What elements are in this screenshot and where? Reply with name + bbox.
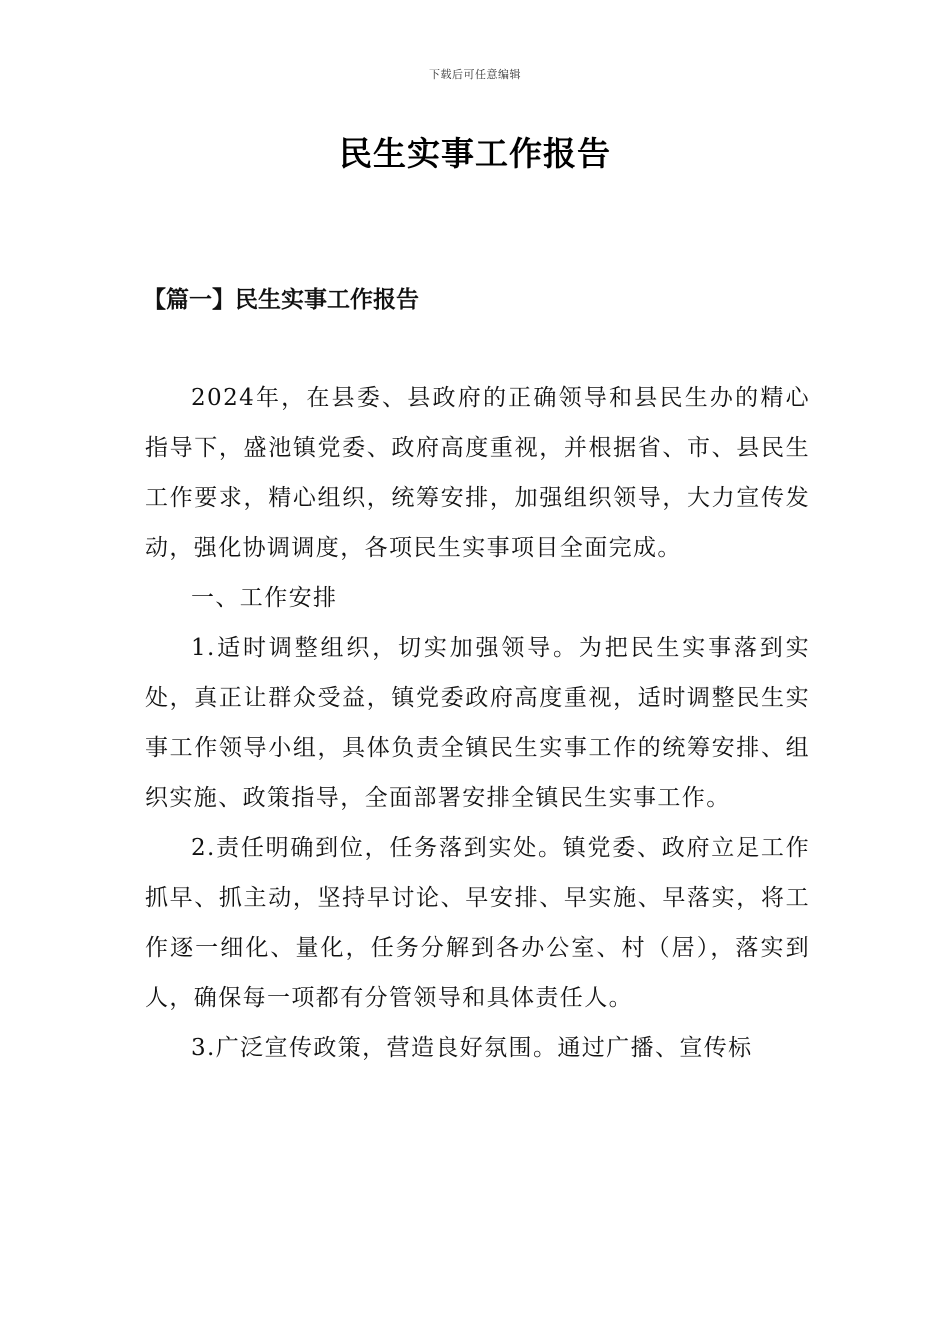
section-heading: 【篇一】民生实事工作报告	[143, 286, 419, 313]
paragraph-item-2: 2.责任明确到位，任务落到实处。镇党委、政府立足工作抓早、抓主动，坚持早讨论、早安排、早实施、早落实，将工作逐一细化、量化，任务分解到各办公室、村（居），落实到人，确保每一项都有分管领导和具体责任人。	[145, 835, 810, 1011]
paragraph-section-work-arrangement: 一、工作安排	[191, 585, 338, 611]
paragraph-item-1: 1.适时调整组织，切实加强领导。为把民生实事落到实处，真正让群众受益，镇党委政府高度重视，适时调整民生实事工作领导小组，具体负责全镇民生实事工作的统筹安排、组织实施、政策指导，全面部署安排全镇民生实事工作。	[145, 635, 810, 811]
header-note: 下载后可任意编辑	[429, 68, 521, 81]
document-title: 民生实事工作报告	[339, 134, 611, 173]
paragraph-item-3: 3.广泛宣传政策，营造良好氛围。通过广播、宣传标	[191, 1035, 753, 1061]
paragraph-intro: 2024年，在县委、县政府的正确领导和县民生办的精心指导下，盛池镇党委、政府高度重视，并根据省、市、县民生工作要求，精心组织，统筹安排，加强组织领导，大力宣传发动，强化协调调度，各项民生实事项目全面完成。	[145, 385, 810, 561]
document-body	[145, 373, 810, 1073]
